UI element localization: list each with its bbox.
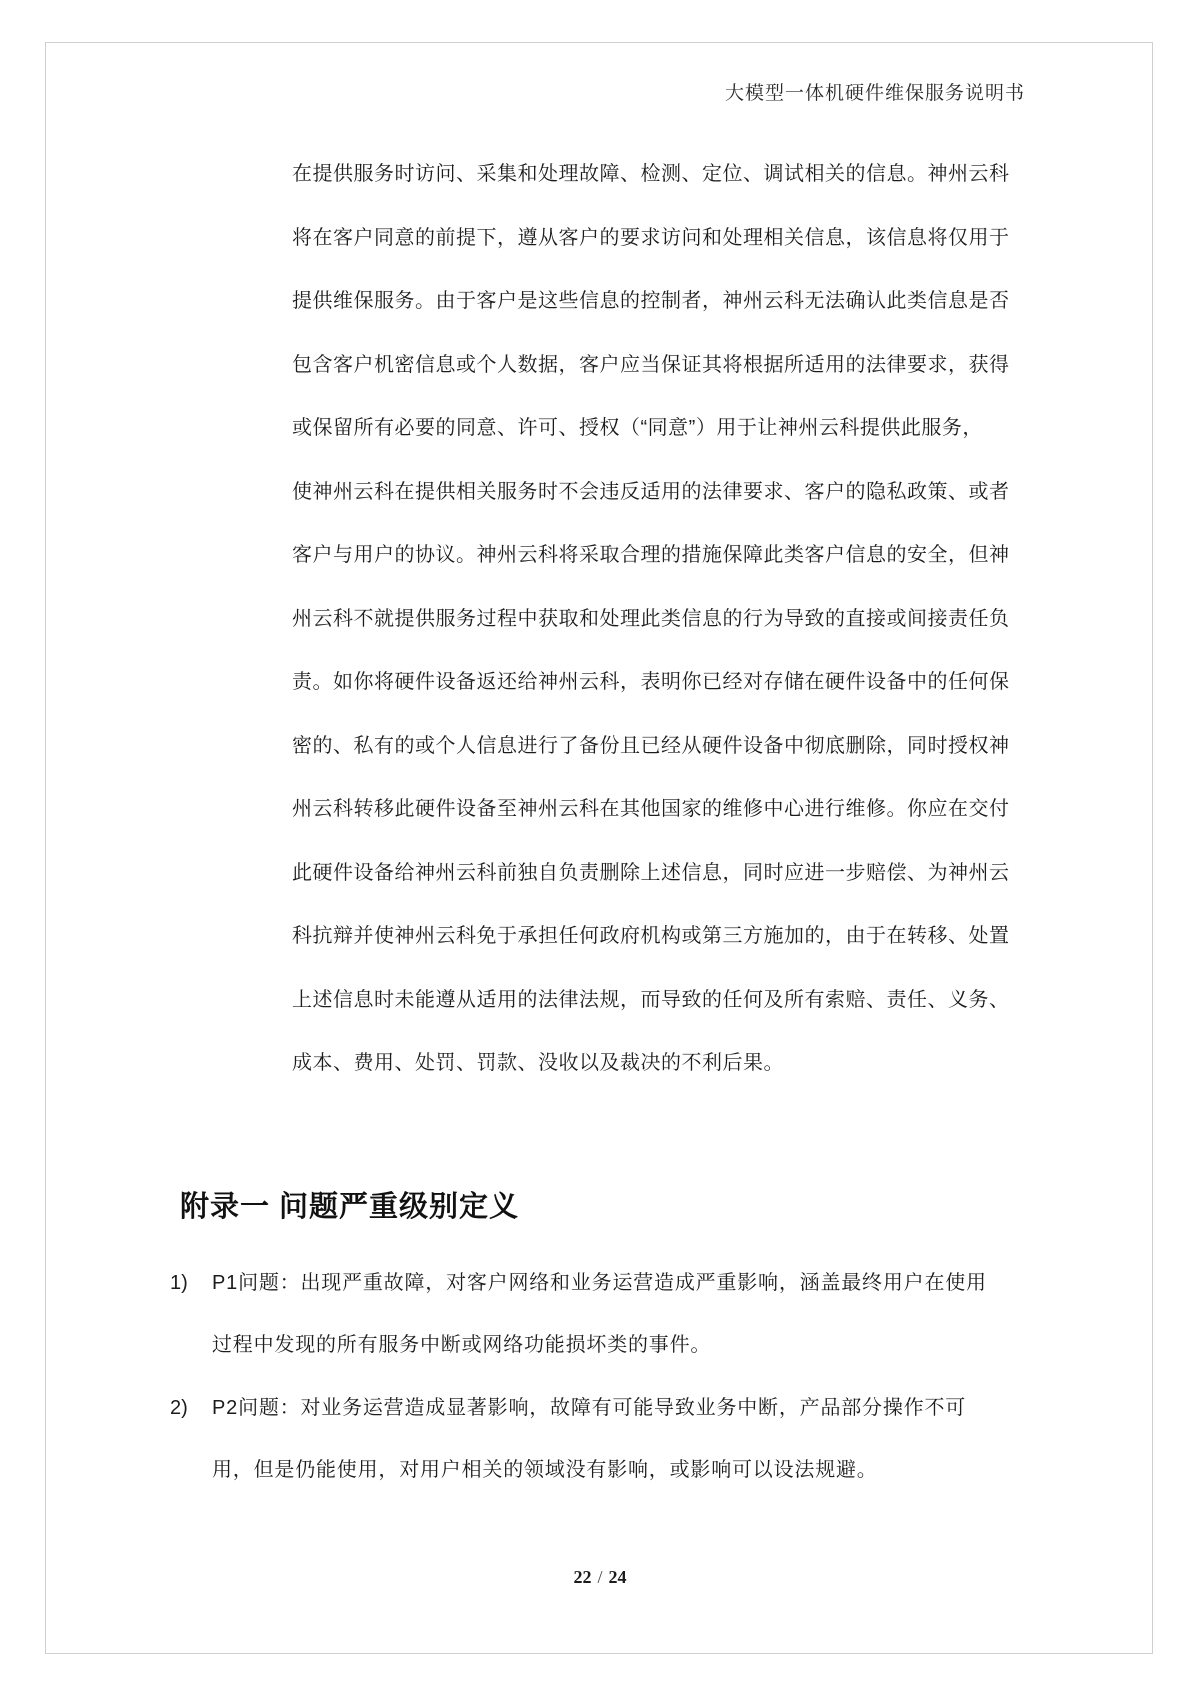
list-marker: 1) [170,1272,188,1294]
appendix-heading: 附录一 问题严重级别定义 [180,1191,520,1223]
paragraph-line: 密的、私有的或个人信息进行了备份且已经从硬件设备中彻底删除，同时授权神 [292,734,1010,757]
paragraph-line: 责。如你将硬件设备返还给神州云科，表明你已经对存储在硬件设备中的任何保 [292,671,1010,693]
total-page-number: 24 [608,1567,627,1587]
paragraph-line: 州云科不就提供服务过程中获取和处理此类信息的行为导致的直接或间接责任负 [292,607,1010,630]
severity-item-p1 [170,1252,1050,1376]
document-header-title: 大模型一体机硬件维保服务说明书 [724,83,1025,104]
paragraph-line: 成本、费用、处罚、罚款、没收以及裁决的不利后果。 [292,1052,784,1074]
paragraph-line: 将在客户同意的前提下，遵从客户的要求访问和处理相关信息，该信息将仅用于 [292,226,1010,249]
paragraph-line: 或保留所有必要的同意、许可、授权（“同意”）用于让神州云科提供此服务， [292,417,983,439]
paragraph-line: 提供维保服务。由于客户是这些信息的控制者，神州云科无法确认此类信息是否 [292,290,1010,312]
list-marker: 2) [170,1397,188,1419]
list-item-line: 用，但是仍能使用，对用户相关的领域没有影响，或影响可以设法规避。 [212,1459,878,1481]
severity-item-p2 [170,1377,1050,1501]
page-number-separator: / [597,1567,603,1587]
paragraph-line: 客户与用户的协议。神州云科将采取合理的措施保障此类客户信息的安全，但神 [292,544,1010,566]
paragraph-line: 包含客户机密信息或个人数据，客户应当保证其将根据所适用的法律要求，获得 [292,353,1010,376]
paragraph-line: 使神州云科在提供相关服务时不会违反适用的法律要求、客户的隐私政策、或者 [292,480,1010,503]
paragraph-line: 州云科转移此硬件设备至神州云科在其他国家的维修中心进行维修。你应在交付 [292,798,1010,820]
paragraph-line: 在提供服务时访问、采集和处理故障、检测、定位、调试相关的信息。神州云科 [292,163,1010,185]
list-item-line: 过程中发现的所有服务中断或网络功能损坏类的事件。 [212,1334,712,1356]
current-page-number: 22 [573,1567,592,1587]
paragraph-line: 此硬件设备给神州云科前独自负责删除上述信息，同时应进一步赔偿、为神州云 [292,861,1010,884]
paragraph-line: 上述信息时未能遵从适用的法律法规，而导致的任何及所有索赔、责任、义务、 [292,988,1010,1011]
list-item-line: P2问题：对业务运营造成显著影响，故障有可能导致业务中断，产品部分操作不可 [212,1397,967,1419]
paragraph-line: 科抗辩并使神州云科免于承担任何政府机构或第三方施加的，由于在转移、处置 [292,925,1010,947]
page-number-footer [0,1567,1200,1588]
list-item-line: P1问题：出现严重故障，对客户网络和业务运营造成严重影响，涵盖最终用户在使用 [212,1272,987,1294]
body-paragraph [292,143,1010,1096]
